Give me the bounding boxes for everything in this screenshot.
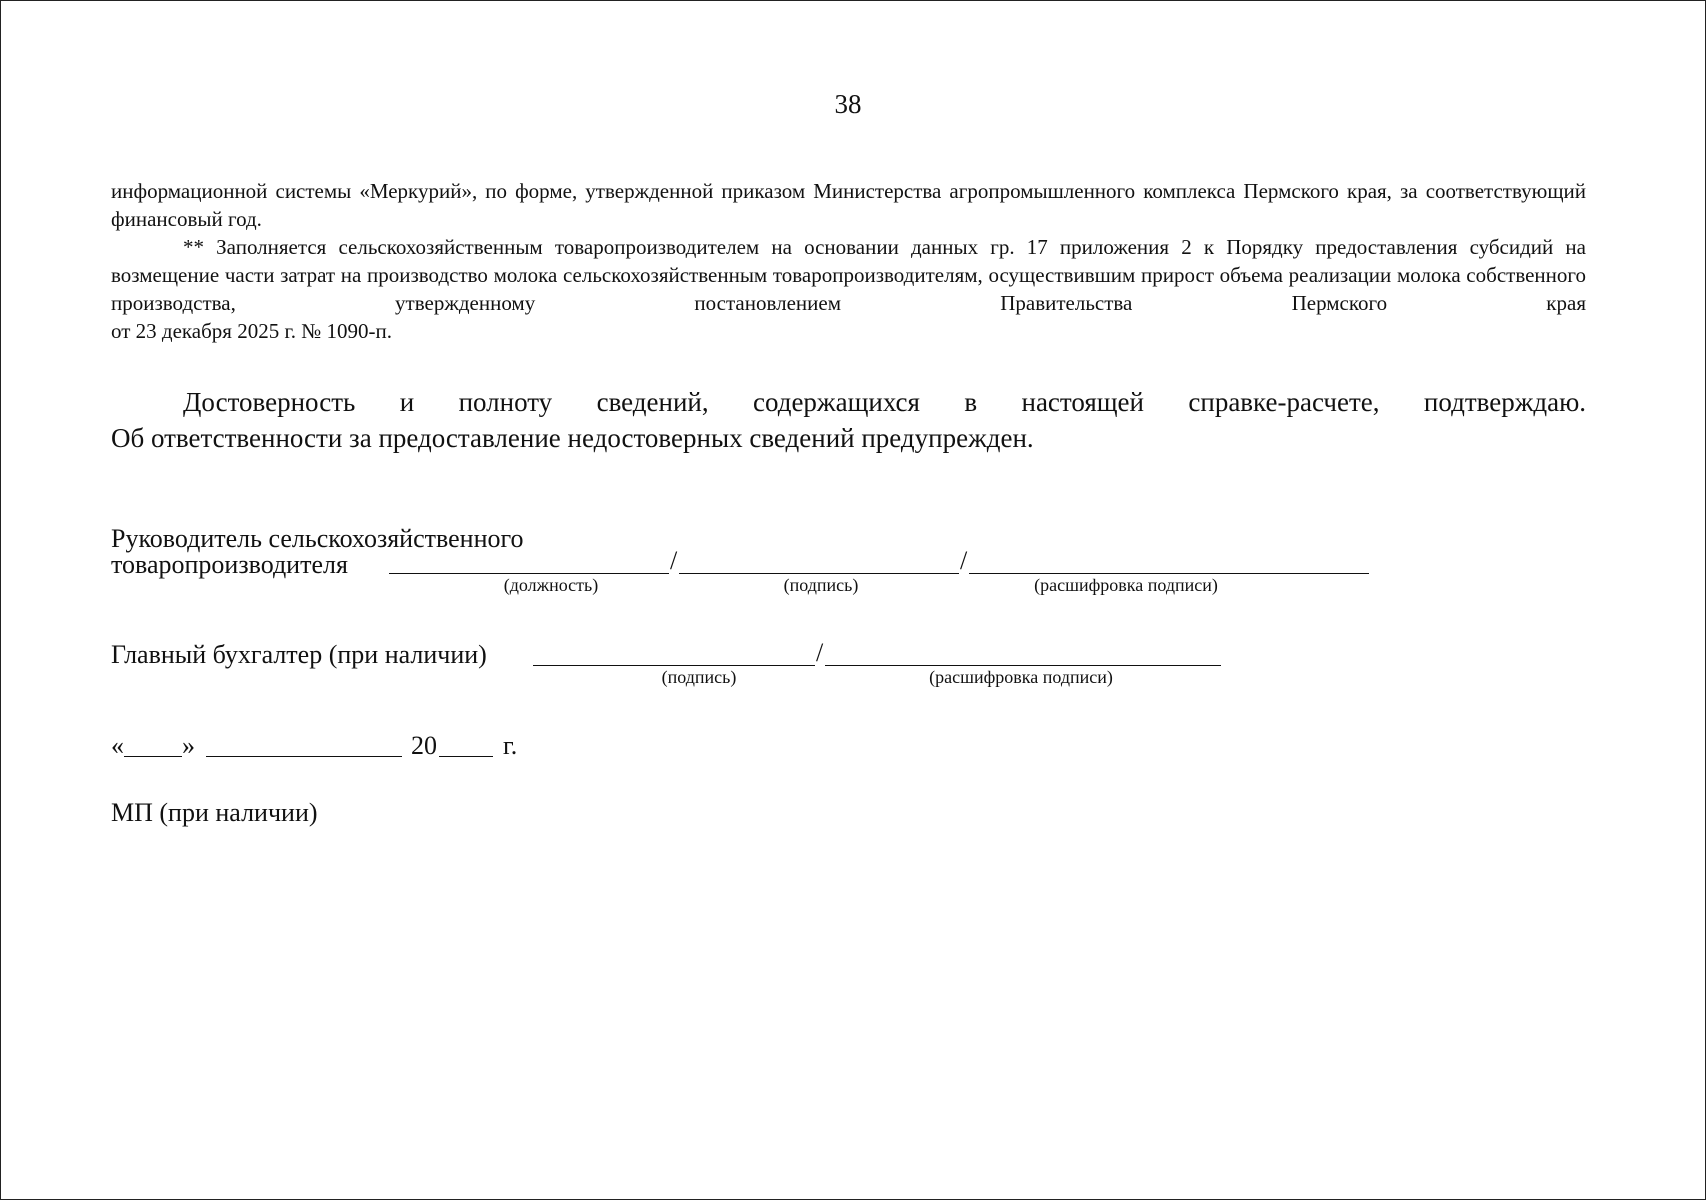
accountant-decoding-line[interactable] [825,665,1221,666]
accountant-slash: / [816,638,824,667]
date-year-suffix: г. [503,731,518,760]
caption-accountant-decoding: (расшифровка подписи) [929,667,1113,687]
caption-head-decoding: (расшифровка подписи) [1034,575,1218,595]
head-slash-2: / [960,546,968,575]
accountant-signature-line[interactable] [533,665,815,666]
date-year-prefix: 20 [411,731,437,760]
head-signature-line[interactable] [679,573,959,574]
head-slash-1: / [670,546,678,575]
date-close-quote: » [182,731,195,760]
page-number: 38 [834,89,862,119]
stamp-label: МП (при наличии) [111,798,318,827]
certification-line-2: Об ответственности за предоставление недостоверных сведений предупрежден. [111,423,1034,453]
head-title-line-2: товаропроизводителя [111,550,348,579]
certification-line-1: Достоверность и полноту сведений, содержащихся в настоящей справке-расчете, подтверждаю. [183,387,1586,417]
certification-statement [111,384,1586,456]
date-open-quote: « [111,731,124,760]
caption-head-signature: (подпись) [783,575,859,595]
footnotes [111,177,1586,345]
caption-position: (должность) [503,575,599,595]
accountant-title: Главный бухгалтер (при наличии) [111,640,487,669]
date-month-line[interactable] [206,756,402,757]
footnote-double-asterisk-tail: от 23 декабря 2025 г. № 1090-п. [111,319,392,343]
head-position-line[interactable] [389,573,669,574]
caption-accountant-signature: (подпись) [661,667,737,687]
head-title-line-1: Руководитель сельскохозяйственного [111,524,524,553]
footnote-continuation: информационной системы «Меркурий», по форме, утвержденной приказом Министерства агропромышленного комплекса Пермского края, за соответствующий финансовый год. [111,179,1586,231]
footnote-double-asterisk: ** Заполняется сельскохозяйственным товаропроизводителем на основании данных гр. 17 приложения 2 к Порядку предоставления субсидий на возмещение части затрат на производство молока сельскохозяйственным товаропроизводителям, осуществившим прирост объема реализации молока собственного производства, утвержденному постановлением Правительства Пермского края [111,235,1586,315]
date-year-line[interactable] [439,756,493,757]
date-day-line[interactable] [124,756,182,757]
head-decoding-line[interactable] [969,573,1369,574]
